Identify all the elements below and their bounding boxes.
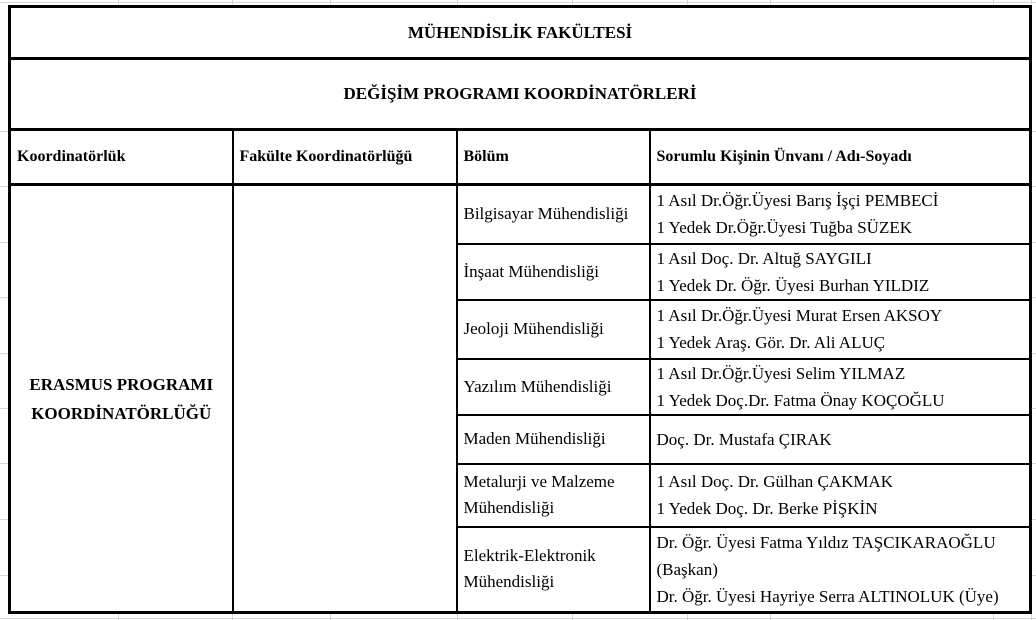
spreadsheet-gridline <box>0 2 1036 3</box>
spreadsheet-gridline <box>0 408 8 409</box>
coordinatorship-line: ERASMUS PROGRAMI <box>29 374 214 394</box>
program-subtitle-row <box>10 59 1031 130</box>
spreadsheet-gridline <box>118 613 119 620</box>
responsible-person-cell <box>650 359 1031 415</box>
department-cell: Yazılım Mühendisliği <box>457 359 650 415</box>
spreadsheet-gridline <box>232 613 233 620</box>
col-header-fakulte-koordinatorlugu: Fakülte Koordinatörlüğü <box>233 130 457 185</box>
spreadsheet-gridline <box>0 618 1036 619</box>
person-line: 1 Asıl Doç. Dr. Altuğ SAYGILI <box>656 248 872 268</box>
col-header-bolum: Bölüm <box>457 130 650 185</box>
spreadsheet-gridline <box>0 519 8 520</box>
spreadsheet-gridline <box>572 613 573 620</box>
person-line: 1 Asıl Dr.Öğr.Üyesi Barış İşçi PEMBECİ <box>656 191 939 211</box>
responsible-person-cell <box>650 185 1031 244</box>
person-line: Dr. Öğr. Üyesi Hayriye Serra ALTINOLUK (Üye) <box>656 586 999 606</box>
program-subtitle: DEĞİŞİM PROGRAMI KOORDİNATÖRLERİ <box>10 59 1031 130</box>
department-cell: İnşaat Mühendisliği <box>457 244 650 300</box>
spreadsheet-gridline <box>330 613 331 620</box>
person-line: 1 Yedek Dr. Öğr. Üyesi Burhan YILDIZ <box>656 275 930 295</box>
department-cell: Jeoloji Mühendisliği <box>457 300 650 359</box>
coordinatorship-line: KOORDİNATÖRLÜĞÜ <box>31 403 212 423</box>
spreadsheet-gridline <box>0 463 8 464</box>
person-line: 1 Asıl Dr.Öğr.Üyesi Murat Ersen AKSOY <box>656 306 943 325</box>
person-line: 1 Yedek Doç.Dr. Fatma Önay KOÇOĞLU <box>656 390 945 410</box>
person-line: 1 Yedek Doç. Dr. Berke PİŞKİN <box>656 499 878 518</box>
spreadsheet-gridline <box>687 613 688 620</box>
person-line: Doç. Dr. Mustafa ÇIRAK <box>656 429 832 449</box>
person-line: 1 Yedek Araş. Gör. Dr. Ali ALUÇ <box>656 333 886 352</box>
faculty-title: MÜHENDİSLİK FAKÜLTESİ <box>10 7 1031 59</box>
spreadsheet-gridline <box>0 242 8 243</box>
spreadsheet-gridline <box>0 297 8 298</box>
table-row <box>10 185 1031 244</box>
person-line: 1 Yedek Dr.Öğr.Üyesi Tuğba SÜZEK <box>656 218 912 238</box>
spreadsheet-gridline <box>0 575 8 576</box>
spreadsheet-gridline <box>770 613 771 620</box>
spreadsheet-gridline <box>457 613 458 620</box>
col-header-koordinatorluk: Koordinatörlük <box>10 130 233 185</box>
responsible-person-cell <box>650 300 1031 359</box>
person-line: 1 Asıl Dr.Öğr.Üyesi Selim YILMAZ <box>656 363 906 383</box>
spreadsheet-gridline <box>0 131 8 132</box>
coordinatorship-cell <box>10 185 233 613</box>
faculty-title-row <box>10 7 1031 59</box>
responsible-person-cell <box>650 527 1031 613</box>
spreadsheet-gridline <box>993 613 994 620</box>
faculty-coordinatorship-empty-cell <box>233 185 457 613</box>
column-header-row <box>10 130 1031 185</box>
responsible-person-cell <box>650 464 1031 527</box>
person-line: 1 Asıl Doç. Dr. Gülhan ÇAKMAK <box>656 472 894 491</box>
spreadsheet-gridline <box>0 353 8 354</box>
department-cell: Elektrik-Elektronik Mühendisliği <box>457 527 650 613</box>
department-cell: Bilgisayar Mühendisliği <box>457 185 650 244</box>
coordinators-table <box>8 5 1032 614</box>
department-cell: Metalurji ve Malzeme Mühendisliği <box>457 464 650 527</box>
responsible-person-cell <box>650 415 1031 464</box>
responsible-person-cell <box>650 244 1031 300</box>
person-line: Dr. Öğr. Üyesi Fatma Yıldız TAŞCIKARAOĞLU (Başkan) <box>656 532 996 579</box>
spreadsheet-gridline <box>0 186 8 187</box>
department-cell: Maden Mühendisliği <box>457 415 650 464</box>
col-header-sorumlu-kisi: Sorumlu Kişinin Ünvanı / Adı-Soyadı <box>650 130 1031 185</box>
